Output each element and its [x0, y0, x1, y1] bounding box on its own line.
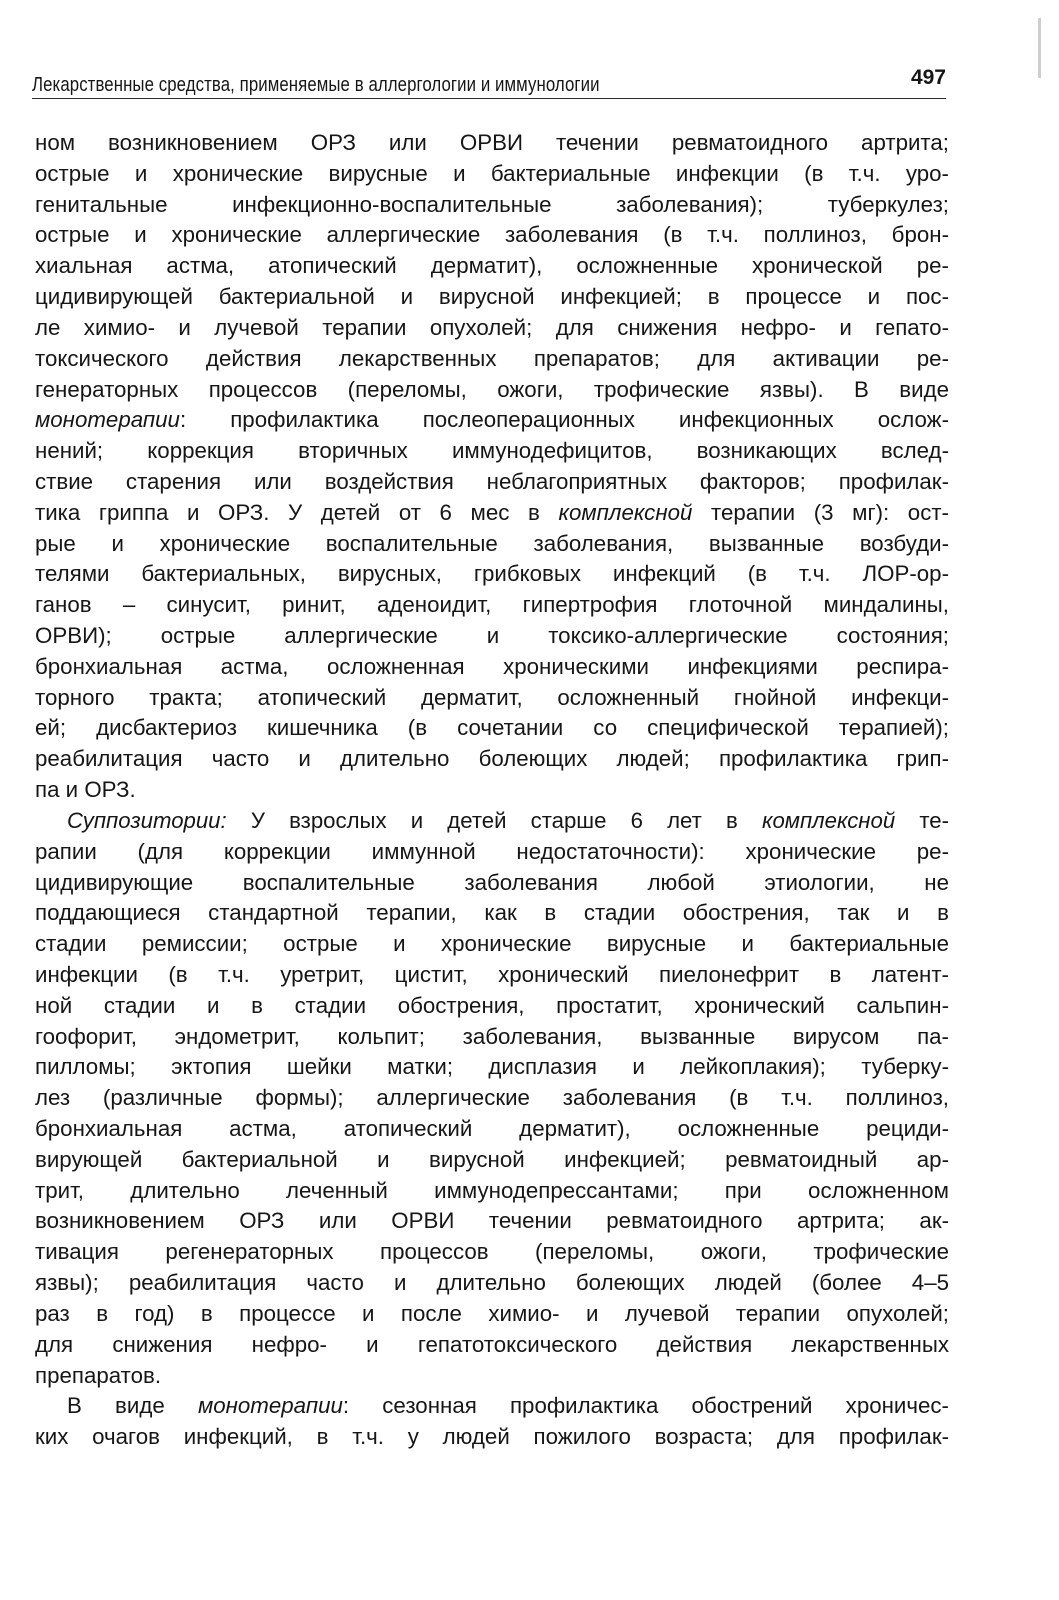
text-line: генераторных процессов (переломы, ожоги, трофические язвы). В виде [35, 376, 949, 402]
text-line: телями бактериальных, вирусных, грибковых инфекций (в т.ч. ЛОР-ор- [35, 561, 949, 587]
text-line: токсического действия лекарственных препаратов; для активации ре- [35, 345, 949, 371]
running-title: Лекарственные средства, применяемые в аллергологии и иммунологии [32, 74, 600, 96]
text-line: ном возникновением ОРЗ или ОРВИ течении ревматоидного артрита; [35, 130, 949, 155]
text-line: генитальные инфекционно-воспалительные заболевания); туберкулез; [35, 191, 949, 217]
text-line: па и ОРЗ. [35, 777, 136, 803]
text-line: язвы); реабилитация часто и длительно болеющих людей (более 4–5 [35, 1270, 949, 1296]
text-segment: тика гриппа и ОРЗ. У детей от 6 мес в [35, 499, 559, 525]
text-line: тивация регенераторных процессов (переломы, ожоги, трофические [35, 1239, 949, 1265]
text-line: хиальная астма, атопический дерматит), осложненные хронической ре- [35, 253, 949, 279]
body-text [35, 128, 949, 1453]
text-line [35, 498, 949, 529]
text-segment: : профилактика послеоперационных инфекционных ослож- [179, 407, 949, 433]
text-line: ной стадии и в стадии обострения, простатит, хронический сальпин- [35, 992, 949, 1018]
page-header [32, 66, 946, 99]
text-line: острые и хронические аллергические заболевания (в т.ч. поллиноз, брон- [35, 222, 949, 248]
text-line: лез (различные формы); аллергические заболевания (в т.ч. поллиноз, [35, 1085, 949, 1111]
page-number: 497 [910, 66, 946, 89]
text-line: для снижения нефро- и гепатотоксического действия лекарственных [35, 1331, 949, 1357]
text-line: бронхиальная астма, атопический дерматит), осложненные рециди- [35, 1116, 949, 1141]
italic-term: Суппозитории: [67, 807, 227, 833]
text-segment: : сезонная профилактика обострений хроничес- [342, 1393, 949, 1419]
text-segment: У взрослых и детей старше 6 лет в [226, 807, 762, 833]
text-line: ей; дисбактериоз кишечника (в сочетании со специфической терапией); [35, 715, 949, 741]
text-line: раз в год) в процессе и после химио- и лучевой терапии опухолей; [35, 1300, 949, 1326]
text-line: поддающиеся стандартной терапии, как в стадии обострения, так и в [35, 900, 949, 926]
text-line [35, 405, 949, 436]
text-line: гоофорит, эндометрит, кольпит; заболевания, вызванные вирусом па- [35, 1023, 949, 1049]
text-line: ких очагов инфекций, в т.ч. у людей пожилого возраста; для профилак- [35, 1424, 949, 1450]
italic-term: комплексной [558, 499, 693, 525]
text-line: цидивирующие воспалительные заболевания любой этиологии, не [35, 869, 949, 895]
text-line: нений; коррекция вторичных иммунодефицитов, возникающих вслед- [35, 438, 949, 464]
text-line: торного тракта; атопический дерматит, осложненный гнойной инфекци- [35, 684, 949, 710]
text-line: цидивирующей бактериальной и вирусной инфекцией; в процессе и пос- [35, 284, 949, 310]
text-segment: те- [895, 807, 949, 833]
italic-term: комплексной [761, 807, 896, 833]
text-line [35, 806, 949, 837]
text-line: ОРВИ); острые аллергические и токсико-аллергические состояния; [35, 623, 949, 648]
text-line: препаратов. [35, 1362, 162, 1388]
text-line: бронхиальная астма, осложненная хроническими инфекциями респира- [35, 653, 949, 679]
text-line [35, 1391, 949, 1422]
text-line: ле химио- и лучевой терапии опухолей; для снижения нефро- и гепато- [35, 314, 949, 340]
text-line: острые и хронические вирусные и бактериальные инфекции (в т.ч. уро- [35, 160, 949, 186]
text-line: возникновением ОРЗ или ОРВИ течении ревматоидного артрита; ак- [35, 1208, 949, 1234]
text-line: пилломы; эктопия шейки матки; дисплазия и лейкоплакия); туберку- [35, 1054, 949, 1080]
text-line: рые и хронические воспалительные заболевания, вызванные возбуди- [35, 530, 949, 556]
text-line: стадии ремиссии; острые и хронические вирусные и бактериальные [35, 931, 949, 957]
page-edge-mark [1038, 18, 1041, 78]
text-line: реабилитация часто и длительно болеющих людей; профилактика грип- [35, 746, 949, 772]
italic-term: монотерапии [35, 407, 180, 433]
text-segment: терапии (3 мг): ост- [692, 499, 949, 525]
text-line: ствие старения или воздействия неблагоприятных факторов; профилак- [35, 468, 949, 494]
italic-term: монотерапии [197, 1393, 343, 1419]
text-line: рапии (для коррекции иммунной недостаточности): хронические ре- [35, 838, 949, 864]
text-line: инфекции (в т.ч. уретрит, цистит, хронический пиелонефрит в латент- [35, 961, 949, 987]
text-line: ганов – синусит, ринит, аденоидит, гипертрофия глоточной миндалины, [35, 592, 949, 618]
text-segment: В виде [67, 1393, 198, 1419]
text-line: вирующей бактериальной и вирусной инфекцией; ревматоидный ар- [35, 1146, 949, 1172]
text-line: трит, длительно леченный иммунодепрессантами; при осложненном [35, 1177, 949, 1203]
